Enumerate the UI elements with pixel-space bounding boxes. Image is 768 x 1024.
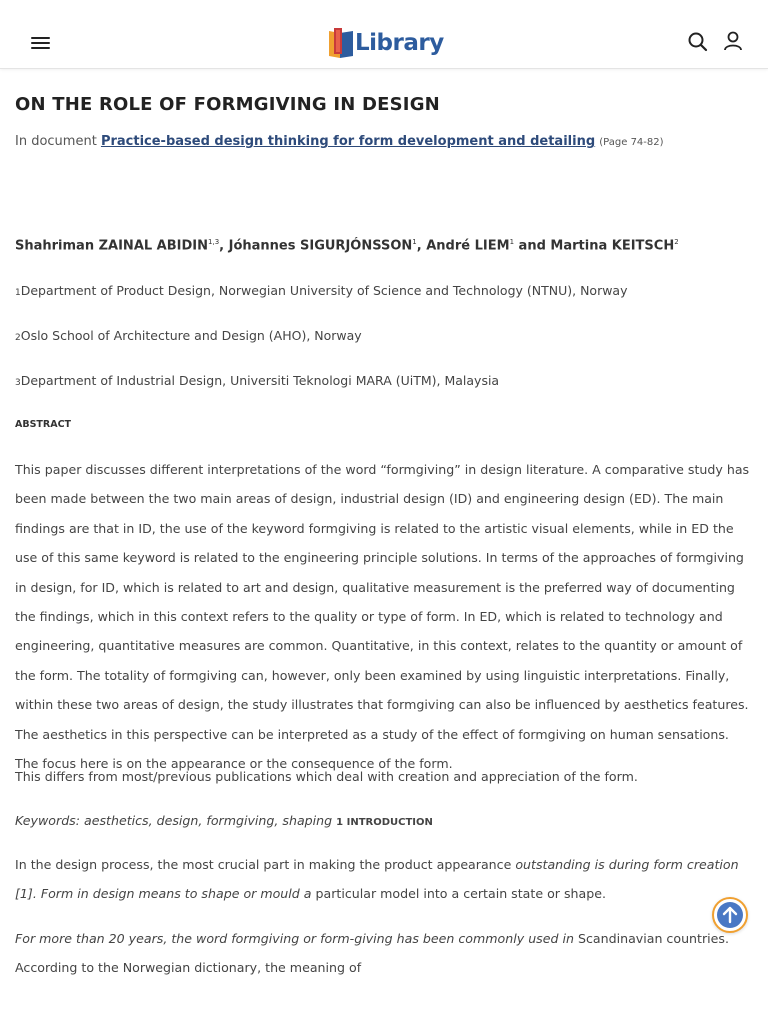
affiliation-1	[15, 283, 628, 298]
intro-text: particular model into a certain state or shape.	[311, 886, 606, 902]
abstract-text: This paper discusses different interpretations of the word “formgiving” in design literature. A comparative study has been made between the two main areas of design, industrial design (ID) and engineering design (ED). The main findings are that in ID, the use of the keyword formgiving is related to the artistic visual elements, while in ED the use of this same keyword is related to the engineering principle solutions. In terms of the approaches of formgiving in design, for ID, which is related to art and design, qualitative measurement is the preferred way of documenting the findings, which in this context refers to the quality or type of form. In ED, which is related to technology and engineering, quantitative measures are common. Quantitative, in this context, relates to the quantity or amount of the form. The totality of formgiving can, however, only been examined by using linguistic interpretations. Finally, within these two areas of design, the study illustrates that formgiving can also be influenced by aesthetics features. The aesthetics in this perspective can be interpreted as a study of the effect of formgiving on human sensations. The focus here is on the appearance or the consequence of the form.	[15, 462, 750, 772]
abstract-heading: ABSTRACT	[15, 419, 72, 430]
intro-text: In the design process, the most crucial part in making the product appearance	[15, 857, 516, 872]
intro-italic-text: For more than 20 years, the word formgiving or form-giving has been commonly used in	[15, 931, 574, 946]
author-name: André LIEM	[426, 238, 510, 254]
author-separator: and	[514, 238, 551, 254]
keywords-text: Keywords: aesthetics, design, formgiving, shaping	[15, 813, 333, 828]
author-name: Jóhannes SIGURJÓNSSON	[228, 238, 413, 254]
affiliation-number: 1	[15, 288, 21, 298]
affiliation-number: 2	[15, 333, 21, 343]
in-document-label: In document	[15, 134, 97, 149]
author-affiliation-sup: 1	[412, 238, 417, 246]
affiliation-number: 3	[15, 378, 21, 388]
author-separator: ,	[416, 238, 427, 254]
author-name: Martina KEITSCH	[550, 238, 675, 254]
affiliation-3	[15, 373, 499, 388]
arrow-up-icon	[717, 902, 743, 928]
author-affiliation-sup: 1	[509, 238, 515, 246]
affiliation-text: Oslo School of Architecture and Design (AHO), Norway	[20, 328, 362, 343]
search-icon[interactable]	[687, 31, 709, 53]
book-logo-icon	[327, 27, 355, 59]
affiliation-2	[15, 328, 362, 343]
keywords-line	[15, 806, 755, 837]
parent-document-link[interactable]: Practice-based design thinking for form development and detailing	[100, 134, 596, 149]
intro-paragraph-1	[15, 850, 755, 909]
intro-text: Scandinavian countries. According to the Norwegian dictionary, the meaning of	[15, 931, 729, 976]
intro-italic-text: outstanding is during form creation [1]. Form in design means to shape or mould a	[15, 857, 739, 902]
library-logo[interactable]	[327, 27, 444, 59]
intro-paragraph-2	[15, 924, 755, 983]
author-affiliation-sup: 2	[674, 238, 679, 246]
authors-line	[15, 238, 679, 253]
author-separator: ,	[219, 238, 229, 254]
hamburger-menu-icon[interactable]	[29, 33, 53, 53]
top-navigation-bar	[0, 0, 768, 69]
page-title: ON THE ROLE OF FORMGIVING IN DESIGN	[15, 94, 440, 115]
scroll-to-top-button[interactable]	[712, 897, 748, 933]
introduction-heading: 1 INTRODUCTION	[336, 817, 433, 828]
author-affiliation-sup: 1,3	[208, 238, 220, 246]
affiliation-text: Department of Industrial Design, Universiti Teknologi MARA (UiTM), Malaysia	[20, 373, 500, 388]
author-name: Shahriman ZAINAL ABIDIN	[15, 238, 209, 254]
affiliation-text: Department of Product Design, Norwegian University of Science and Technology (NTNU), Norway	[20, 283, 628, 298]
page-range: (Page 74-82)	[599, 137, 664, 148]
scroll-to-top-circle	[717, 902, 743, 928]
in-document-line	[15, 134, 664, 149]
differs-paragraph: This differs from most/previous publications which deal with creation and appreciation of the form.	[15, 769, 638, 784]
logo-text: Library	[355, 30, 444, 56]
user-icon[interactable]	[722, 30, 744, 52]
